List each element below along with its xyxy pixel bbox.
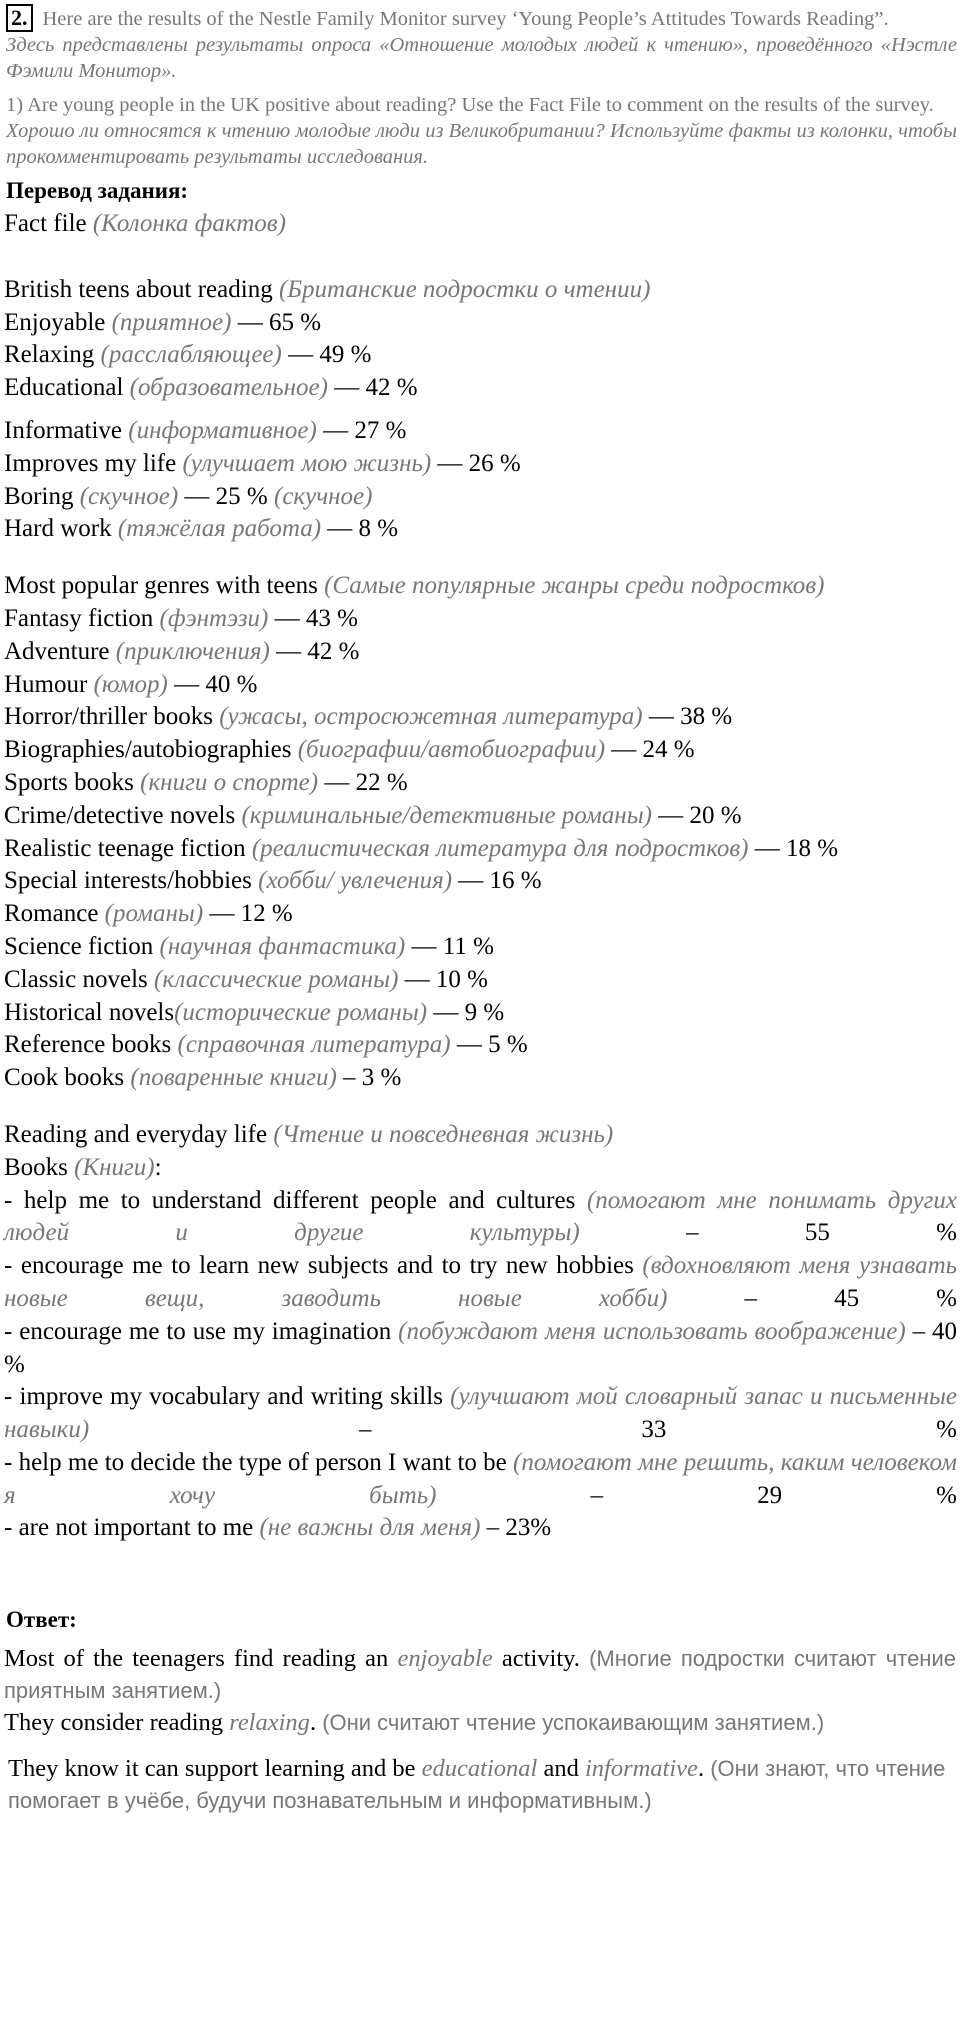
list-item: Realistic teenage fiction (реалистическая литература для подростков) — 18 %: [4, 834, 839, 862]
list-item: Adventure (приключения) — 42 %: [4, 637, 360, 665]
list-item: Fantasy fiction (фэнтэзи) — 43 %: [4, 604, 358, 632]
list-item: - help me to decide the type of person I want to be (помогают мне решить, каким человеком я хочу быть) – 29 %: [4, 1448, 957, 1509]
translation-heading: Перевод задания:: [6, 178, 189, 203]
list-item: Historical novels(исторические романы) — 9 %: [4, 998, 505, 1026]
list-item: - improve my vocabulary and writing skills (улучшают мой словарный запас и письменные навыки) – 33 %: [4, 1383, 957, 1444]
fact-file-en: Fact file: [4, 210, 87, 237]
task-number: 2.: [6, 4, 33, 32]
section-title-genres: Most popular genres with teens (Самые популярные жанры среди подростков): [4, 572, 825, 600]
answer-sentence: They consider reading relaxing. (Они считают чтение успокаивающим занятием.): [4, 1709, 825, 1737]
answer-sentence: They know it can support learning and be educational and informative. (Они знают, что чтение помогает в учёбе, будучи познавательным и информативным.): [8, 1755, 946, 1814]
list-item: Educational (образовательное) — 42 %: [4, 374, 418, 402]
list-item: - encourage me to learn new subjects and to try new hobbies (вдохновляют меня узнавать новые вещи, заводить новые хобби) – 45 %: [4, 1252, 957, 1312]
books-label: Books (Книги):: [4, 1153, 162, 1181]
list-item: Informative (информативное) — 27 %: [4, 416, 407, 444]
question-en: 1) Are young people in the UK positive about reading? Use the Fact File to comment on the results of the survey.: [6, 94, 934, 116]
task-statement: [6, 4, 957, 32]
list-item: Enjoyable (приятное) — 65 %: [4, 308, 322, 336]
list-item: - help me to understand different people and cultures (помогают мне понимать других людей и другие культуры) – 55 %: [4, 1186, 958, 1247]
list-item: Boring (скучное) — 25 % (скучное): [4, 482, 373, 510]
list-item: Improves my life (улучшает мою жизнь) — 26 %: [4, 449, 521, 477]
list-item: Crime/detective novels (криминальные/детективные романы) — 20 %: [4, 801, 742, 829]
task-text-ru: Здесь представлены результаты опроса «Отношение молодых людей к чтению», проведённого «Нэстле Фэмили Монитор».: [6, 34, 957, 82]
list-item: Humour (юмор) — 40 %: [4, 670, 258, 698]
list-item: Biographies/autobiographies (биографии/автобиографии) — 24 %: [4, 736, 695, 764]
question-ru: Хорошо ли относятся к чтению молодые люди из Великобритании? Используйте факты из колонки, чтобы прокомментировать результаты исследования.: [6, 120, 957, 168]
list-item: Relaxing (расслабляющее) — 49 %: [4, 341, 372, 369]
list-item: - are not important to me (не важны для меня) – 23%: [4, 1514, 552, 1542]
list-item: Reference books (справочная литература) — 5 %: [4, 1031, 528, 1059]
fact-file-title: [0, 208, 960, 241]
list-item: Special interests/hobbies (хобби/ увлечения) — 16 %: [4, 867, 542, 895]
list-item: Romance (романы) — 12 %: [4, 900, 293, 928]
list-item: Science fiction (научная фантастика) — 11 %: [4, 932, 494, 960]
list-item: Hard work (тяжёлая работа) — 8 %: [4, 515, 399, 543]
list-item: Sports books (книги о спорте) — 22 %: [4, 768, 408, 796]
list-item: Classic novels (классические романы) — 10 %: [4, 965, 488, 993]
section-title-everyday: Reading and everyday life (Чтение и повседневная жизнь): [4, 1120, 614, 1148]
list-item: Cook books (поваренные книги) – 3 %: [4, 1064, 402, 1092]
answer-heading: Ответ:: [6, 1607, 77, 1633]
task-text-en: Here are the results of the Nestle Family Monitor survey ‘Young People’s Attitudes Towards Reading”.: [42, 8, 889, 30]
section-title-attitudes: British teens about reading (Британские подростки о чтении): [4, 275, 651, 303]
list-item: Horror/thriller books (ужасы, остросюжетная литература) — 38 %: [4, 703, 733, 731]
answer-sentence: Most of the teenagers find reading an enjoyable activity. (Многие подростки считают чтение приятным занятием.): [4, 1645, 956, 1704]
fact-file-ru: (Колонка фактов): [92, 210, 286, 237]
list-item: - encourage me to use my imagination (побуждают меня использовать воображение) – 40 %: [4, 1317, 958, 1378]
task-block: [0, 4, 960, 170]
